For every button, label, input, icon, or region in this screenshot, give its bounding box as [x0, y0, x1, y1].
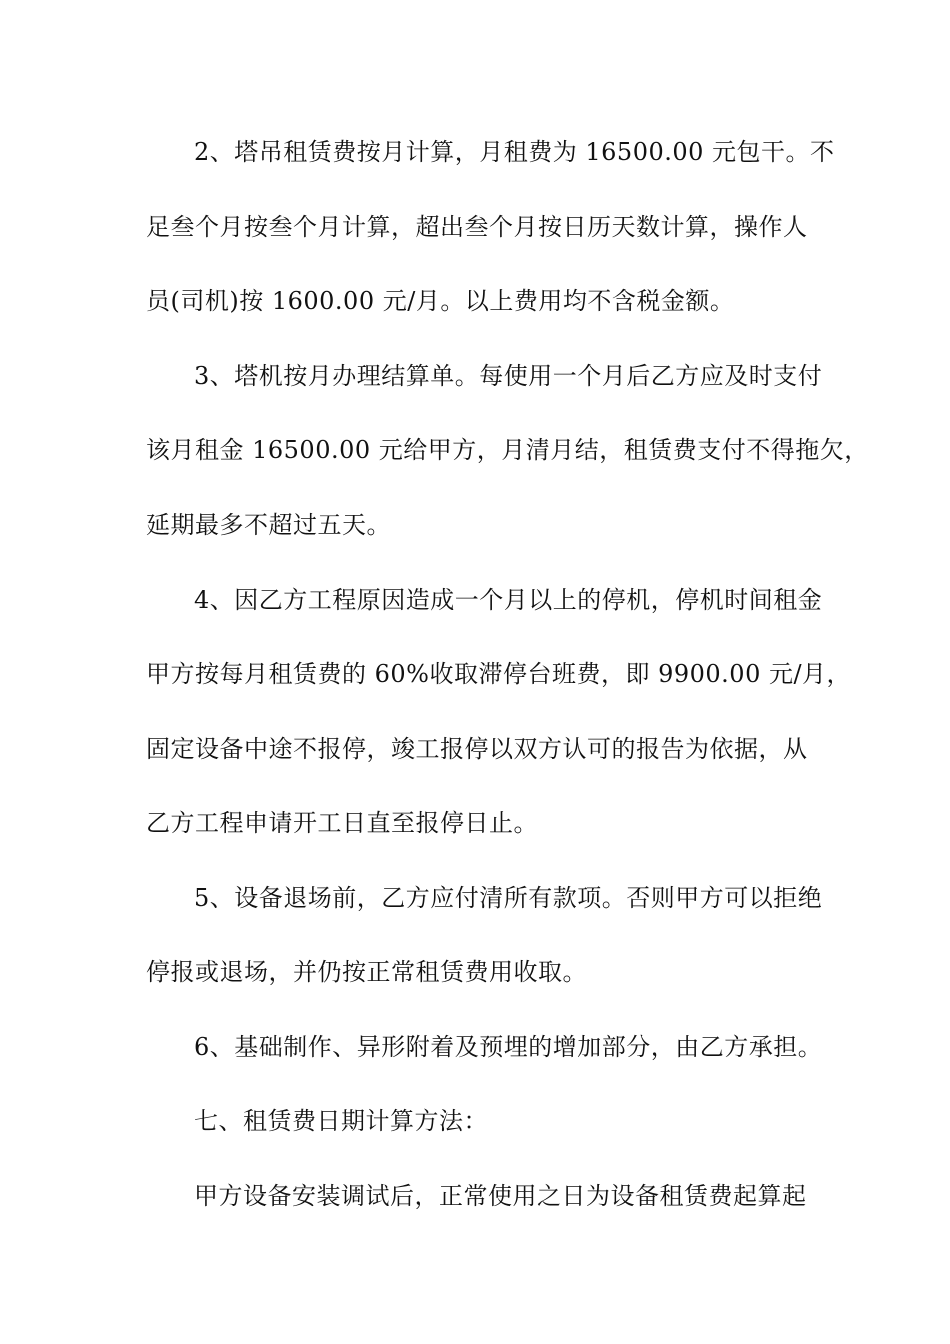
paragraph-3-line-2: 该月租金 16500.00 元给甲方，月清月结，租赁费支付不得拖欠， [146, 436, 869, 464]
paragraph-2-line-3: 员(司机)按 1600.00 元/月。以上费用均不含税金额。 [146, 287, 735, 315]
paragraph-5-line-1: 5、设备退场前，乙方应付清所有款项。否则甲方可以拒绝 [194, 884, 823, 912]
paragraph-2-line-1: 2、塔吊租赁费按月计算，月租费为 16500.00 元包干。不 [194, 138, 835, 166]
paragraph-4-line-1: 4、因乙方工程原因造成一个月以上的停机，停机时间租金 [194, 586, 823, 614]
section-7-paragraph-line-1: 甲方设备安装调试后，正常使用之日为设备租赁费起算起 [194, 1182, 807, 1210]
paragraph-4-line-2: 甲方按每月租赁费的 60%收取滞停台班费，即 9900.00 元/月， [146, 660, 852, 688]
paragraph-5-line-2: 停报或退场，并仍按正常租赁费用收取。 [146, 958, 587, 986]
paragraph-3-line-3: 延期最多不超过五天。 [146, 511, 391, 539]
paragraph-4-line-3: 固定设备中途不报停，竣工报停以双方认可的报告为依据，从 [146, 735, 808, 763]
paragraph-6-line-1: 6、基础制作、异形附着及预埋的增加部分，由乙方承担。 [194, 1033, 823, 1061]
paragraph-3-line-1: 3、塔机按月办理结算单。每使用一个月后乙方应及时支付 [194, 362, 823, 390]
section-7-heading: 七、租赁费日期计算方法： [194, 1107, 488, 1135]
paragraph-4-line-4: 乙方工程申请开工日直至报停日止。 [146, 809, 538, 837]
paragraph-2-line-2: 足叁个月按叁个月计算，超出叁个月按日历天数计算，操作人 [146, 213, 808, 241]
